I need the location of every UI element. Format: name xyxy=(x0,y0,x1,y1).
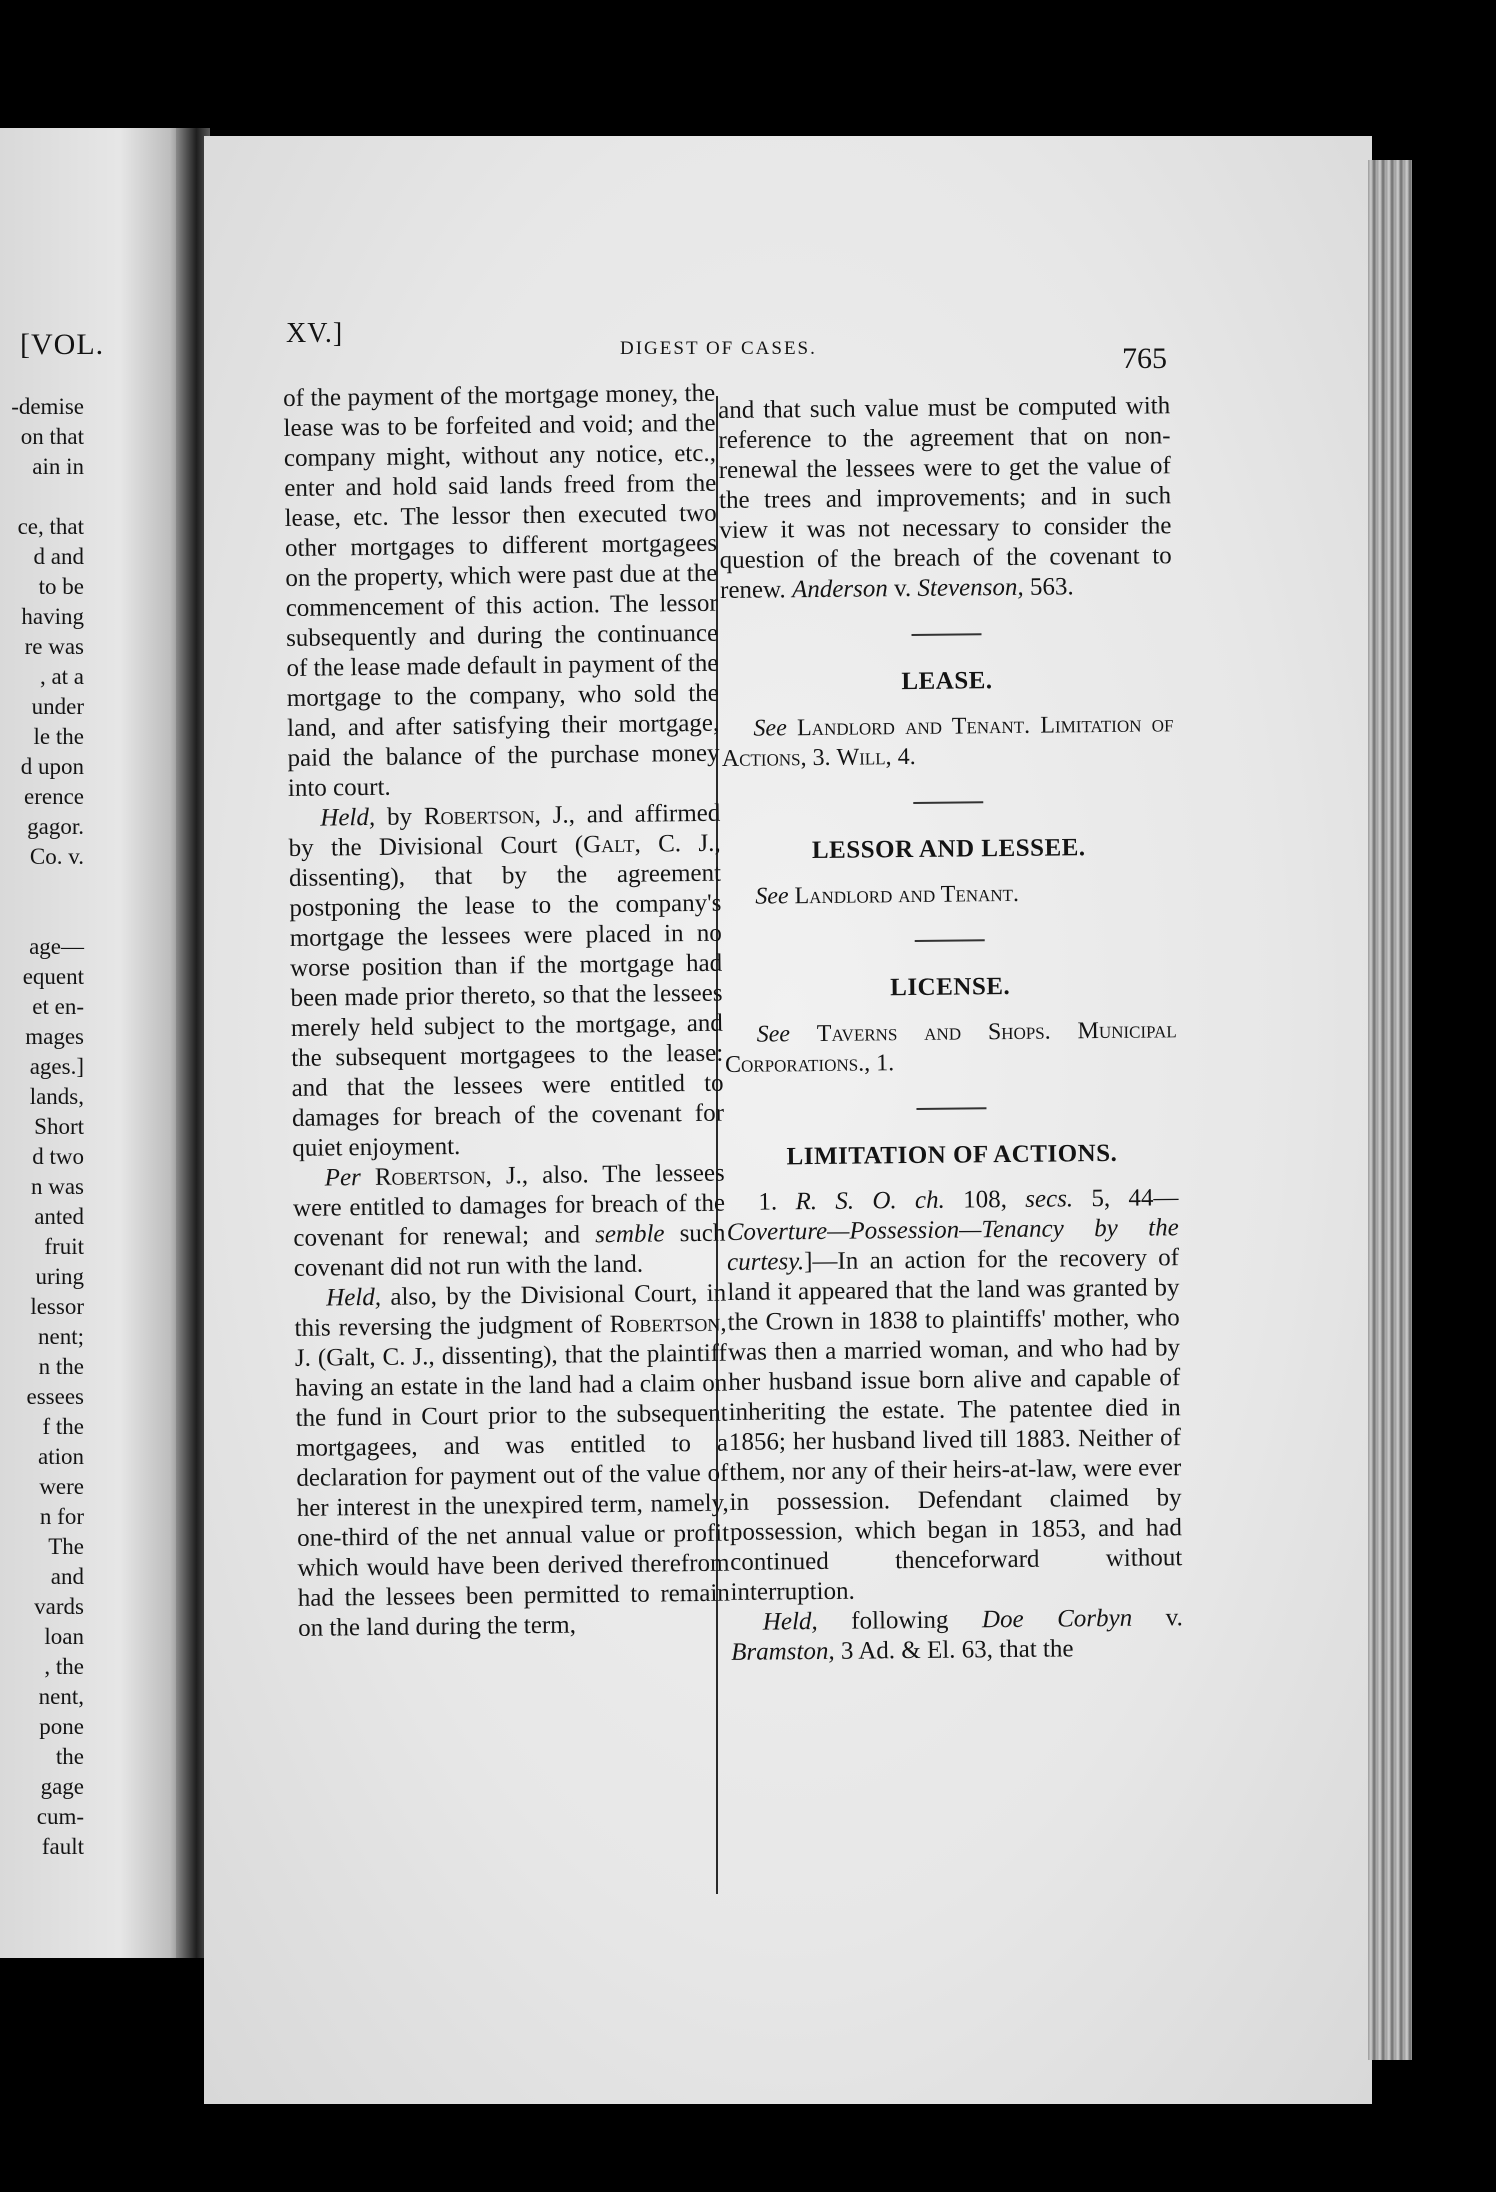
semble-term: semble xyxy=(594,1220,665,1249)
paragraph-facts: of the payment of the mortgage money, the lease was to be forfeited and void; and the company might, without any notice, etc., enter and hold said lands freed from the lease, etc. The lessor then executed two other mortgages to different mortgagees on the property, which were past due at the commencement of this action. The lessor subsequently and during the continuance of the lease made default in payment of the mortgage to the company, who sold the land, and after satisfying their mortgage, paid the balance of the purchase money into court. xyxy=(283,379,720,802)
left-page-fragment: re was xyxy=(24,634,84,659)
left-page-fragment: ages.] xyxy=(29,1054,84,1079)
running-title: DIGEST OF CASES. xyxy=(620,338,817,359)
see-also-license xyxy=(725,1015,1178,1080)
left-page-fragment: d two xyxy=(32,1144,84,1169)
cross-ref: Landlord and Tenant. xyxy=(794,880,1020,910)
text-fragment: J., also. The lessees were entitled to damages for breach of the covenant for renewal; and xyxy=(292,1159,726,1252)
left-page-fragment: essees xyxy=(26,1384,84,1409)
paragraph-limitation-1 xyxy=(726,1183,1182,1608)
left-page-fragment: loan xyxy=(44,1624,84,1649)
page-edges xyxy=(1368,160,1412,2060)
paragraph-continuation xyxy=(718,391,1172,606)
statute-ref: R. S. O. ch. xyxy=(795,1186,945,1216)
left-page-fragment xyxy=(0,902,84,932)
paragraph-limitation-held xyxy=(731,1603,1184,1668)
left-page-fragment: having xyxy=(21,604,84,629)
text-by: by xyxy=(386,803,413,831)
left-page-fragment: anted xyxy=(34,1204,84,1229)
text-fragment: following xyxy=(851,1606,949,1635)
left-page-fragment xyxy=(0,872,84,902)
paragraph-held-divisional xyxy=(294,1279,730,1644)
left-page-fragment: were xyxy=(39,1474,84,1499)
left-page-fragment: vards xyxy=(34,1594,84,1619)
left-page-fragment: , at a xyxy=(39,664,84,689)
topic-line: Coverture—Possession—Tenancy by the curtesy. xyxy=(726,1214,1179,1276)
text-fragment: such covenant did not run with the land. xyxy=(293,1219,726,1282)
cross-ref: Landlord and Tenant. xyxy=(796,712,1031,742)
chapter-number: 108, xyxy=(963,1186,1008,1214)
section-rule xyxy=(916,1107,986,1110)
left-page-header: [VOL. xyxy=(20,328,105,361)
left-page-fragment: ce, that xyxy=(17,514,84,539)
cross-ref: Taverns and Shops. xyxy=(816,1018,1051,1047)
page-ref: 563. xyxy=(1029,573,1074,601)
left-page-fragment: erence xyxy=(24,784,84,809)
left-page-fragment: d and xyxy=(33,544,84,569)
cross-ref-num: 4. xyxy=(897,743,916,771)
left-page-fragment: to be xyxy=(38,574,84,599)
left-page-fragment: mages xyxy=(25,1024,84,1049)
left-page-fragment: under xyxy=(31,694,84,719)
section-rule xyxy=(912,633,982,636)
case-name-2: Stevenson, xyxy=(917,573,1024,602)
left-page-fragment: Short xyxy=(34,1114,84,1139)
text-fragment: J., and affirmed by the Divisional Court ( xyxy=(288,799,721,862)
cross-ref: Municipal Corporations., xyxy=(724,1017,1177,1078)
left-page-fragment: n was xyxy=(30,1174,84,1199)
left-page-fragment: et en- xyxy=(32,994,84,1019)
section-rule xyxy=(915,939,985,942)
volume-label: XV.] xyxy=(286,318,344,349)
see-also-lease xyxy=(721,709,1174,774)
see-label: See xyxy=(756,1021,791,1048)
cross-ref: Will, xyxy=(836,744,892,771)
text-fragment: ]—In an action for the recovery of land it appeared that the land was granted by the Crown in 1838 to plaintiffs' mother, who was then a married woman, and who had by her husband issue born alive and capable of inheriting the estate. The patentee died in 1856; her husband lived till 1883. Neither of them, nor any of their heirs-at-law, were ever in possession. Defendant claimed by possession, which began in 1853, and had continued thenceforward without interruption. xyxy=(727,1244,1183,1606)
left-page-fragment: equent xyxy=(22,964,84,989)
see-label: See xyxy=(753,715,787,742)
paragraph-held-robertson xyxy=(288,799,724,1164)
left-page-fragment: d upon xyxy=(20,754,84,779)
left-page-fragment: le the xyxy=(33,724,84,749)
left-page-fragment xyxy=(0,482,84,512)
left-page-fragment: gage xyxy=(40,1774,84,1799)
left-page-fragment: pone xyxy=(39,1714,84,1739)
left-page-fragment: lands, xyxy=(29,1084,84,1109)
left-page-fragment: n for xyxy=(39,1504,84,1529)
heading-license: LICENSE. xyxy=(890,972,1011,1002)
left-page-fragment: nent; xyxy=(38,1324,84,1349)
left-page-fragment: the xyxy=(55,1744,84,1769)
judge-name: Robertson, xyxy=(609,1309,727,1339)
left-page-fragment: uring xyxy=(35,1264,84,1289)
versus: v. xyxy=(1165,1604,1183,1632)
section-numbers: 5, 44— xyxy=(1091,1184,1179,1213)
cross-ref-num: 1. xyxy=(876,1050,895,1077)
heading-limitation: LIMITATION OF ACTIONS. xyxy=(786,1139,1118,1171)
paragraph-per-robertson xyxy=(293,1159,726,1284)
left-page-fragment: ation xyxy=(38,1444,84,1469)
left-page-fragment: n the xyxy=(38,1354,84,1379)
judge-name-galt: Galt, xyxy=(582,830,641,859)
left-page-fragment: on that xyxy=(20,424,84,449)
case-name-2: Bramston, xyxy=(731,1637,835,1666)
see-label: See xyxy=(755,883,789,910)
left-page-fragment: -demise xyxy=(11,394,84,419)
judge-name: Robertson, xyxy=(423,801,541,831)
left-page-fragment: Co. v. xyxy=(29,844,84,869)
section-rule xyxy=(913,801,983,804)
cross-ref: Limitation of Actions, xyxy=(721,711,1174,772)
left-page-fragment: , the xyxy=(44,1654,84,1679)
text-fragment: also, by the Divisional Court, in this reversing the judgment of xyxy=(294,1279,727,1342)
left-page-fragment: nent, xyxy=(38,1684,84,1709)
judge-name: Robertson, xyxy=(374,1162,492,1191)
left-column xyxy=(283,379,730,1644)
left-page-fragment: gagor. xyxy=(27,814,84,839)
text-fragment: 3 Ad. & El. 63, that the xyxy=(840,1635,1074,1665)
held-label: Held, xyxy=(762,1608,818,1636)
left-page-fragment: f the xyxy=(42,1414,84,1439)
page-number: 765 xyxy=(1122,342,1167,375)
text-fragment: C. J., dissenting), that by the agreement postponing the lease to the company's mortgage the lessees were placed in no worse position than if the mortgage had been made prior thereto, so that the lessees merely held subject to the mortgage, and the subsequent mortgagees to the lease: and that the lessees were entitled to damages for breach of the covenant for quiet enjoyment. xyxy=(288,829,725,1162)
versus: v. xyxy=(893,574,912,603)
heading-lease: LEASE. xyxy=(901,667,993,696)
left-page-fragment: The xyxy=(48,1534,84,1559)
left-page-fragment: and xyxy=(50,1564,84,1589)
left-page-fragment: fruit xyxy=(44,1234,84,1259)
left-page-fragment: fault xyxy=(41,1834,84,1859)
heading-lessor-lessee: LESSOR AND LESSEE. xyxy=(811,834,1086,865)
case-name: Doe Corbyn xyxy=(981,1604,1133,1634)
held-label: Held, xyxy=(320,803,376,832)
text-fragment: J. (Galt, C. J., dissenting), that the plaintiff having an estate in the land had a claim on the fund in Court prior to the subsequent mortgagees, and was entitled to a declaration for payment out of the value of her interest in the unexpired term, namely, one-third of the net annual value or profit which would have been derived therefrom had the lessees been permitted to remain on the land during the term, xyxy=(294,1339,730,1642)
item-number: 1. xyxy=(758,1188,778,1216)
right-column xyxy=(718,391,1183,1668)
left-page-fragment: cum- xyxy=(36,1804,84,1829)
cross-ref-num: 3. xyxy=(812,744,831,772)
text-fragment: and that such value must be computed with reference to the agreement that on non-renewal the lessees were to get the value of the trees and improvements; and in such view it was not necessary to consider the question of the breach of the covenant to renew. xyxy=(718,392,1172,604)
left-page-fragment: lessor xyxy=(30,1294,84,1319)
left-page-fragment: age— xyxy=(29,934,84,959)
secs-label: secs. xyxy=(1025,1185,1074,1213)
left-page-fragment: ain in xyxy=(32,454,84,479)
held-label: Held, xyxy=(326,1283,382,1312)
see-also-lessor xyxy=(723,877,1175,912)
case-name: Anderson xyxy=(791,575,888,604)
left-page-fragments xyxy=(0,392,84,1862)
per-label: Per xyxy=(324,1164,361,1192)
